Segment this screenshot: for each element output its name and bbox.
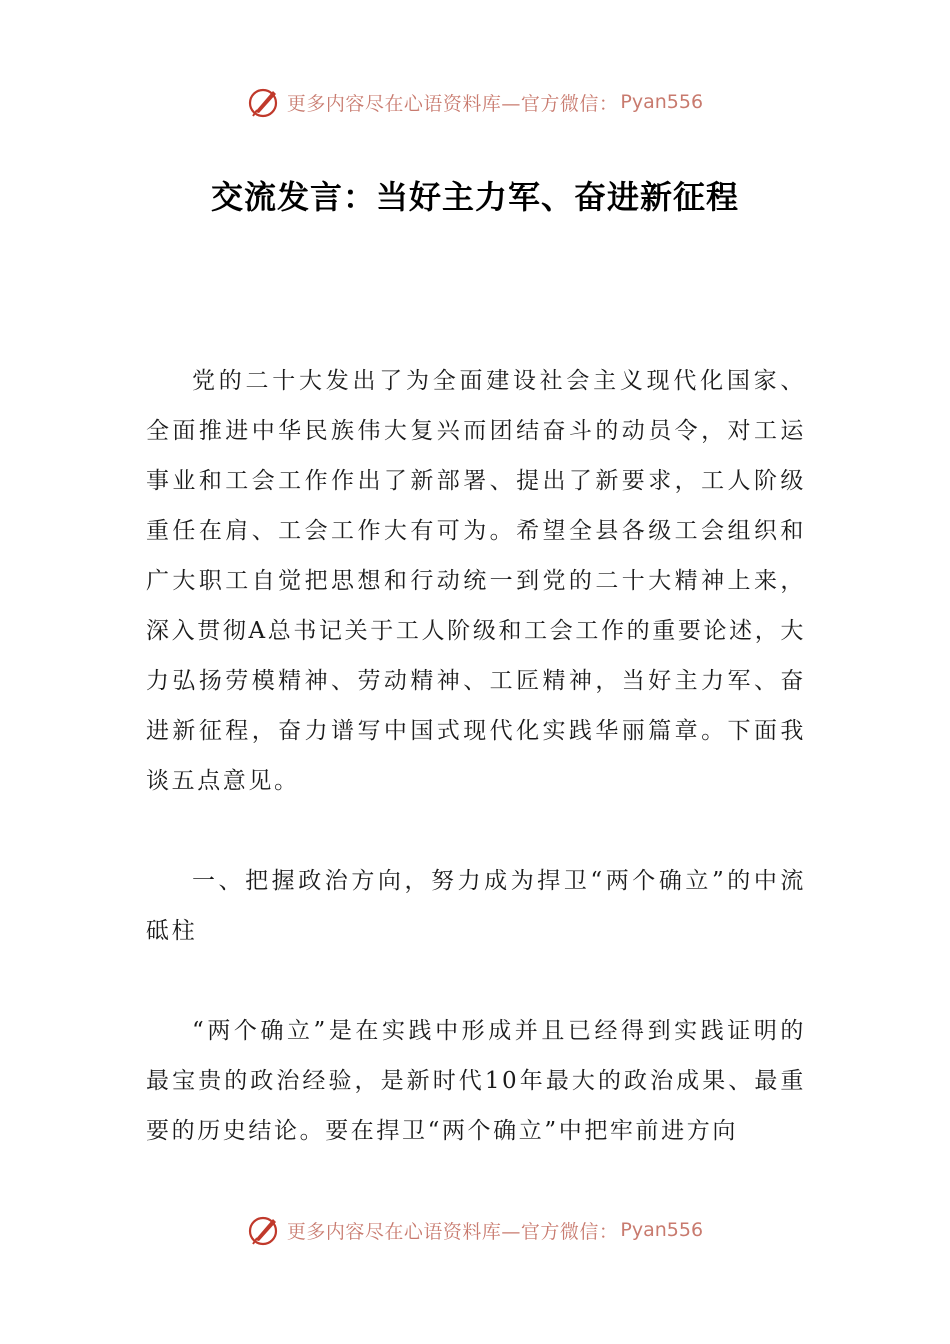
watermark-text: 更多内容尽在心语资料库—官方微信： (286, 92, 619, 115)
watermark-text: 更多内容尽在心语资料库—官方微信： (286, 1220, 619, 1243)
quill-pen-logo-icon (247, 1213, 281, 1247)
paragraph-intro: 党的二十大发出了为全面建设社会主义现代化国家、全面推进中华民族伟大复兴而团结奋斗的动员令，对工运事业和工会工作作出了新部署、提出了新要求，工人阶级重任在肩、工会工作大有可为。希望全县各级工会组织和广大职工自觉把思想和行动统一到党的二十大精神上来，深入贯彻A总书记关于工人阶级和工会工作的重要论述，大力弘扬劳模精神、劳动精神、工匠精神，当好主力军、奋进新征程，奋力谱写中国式现代化实践华丽篇章。下面我谈五点意见。 (146, 368, 806, 794)
paragraph-section-1: “两个确立”是在实践中形成并且已经得到实践证明的最宝贵的政治经验，是新时代10年最大的政治成果、最重要的历史结论。要在捍卫“两个确立”中把牢前进方向 (146, 1018, 806, 1144)
quill-pen-logo-icon (247, 85, 281, 119)
watermark-wechat-id: Pyan556 (620, 1219, 704, 1241)
document-title: 交流发言：当好主力军、奋进新征程 (210, 178, 739, 216)
document-body (146, 356, 806, 1156)
footer-watermark (0, 1212, 950, 1248)
header-watermark (0, 84, 950, 120)
watermark-wechat-id: Pyan556 (620, 91, 704, 113)
section-heading-1: 一、把握政治方向，努力成为捍卫“两个确立”的中流砥柱 (146, 868, 806, 944)
